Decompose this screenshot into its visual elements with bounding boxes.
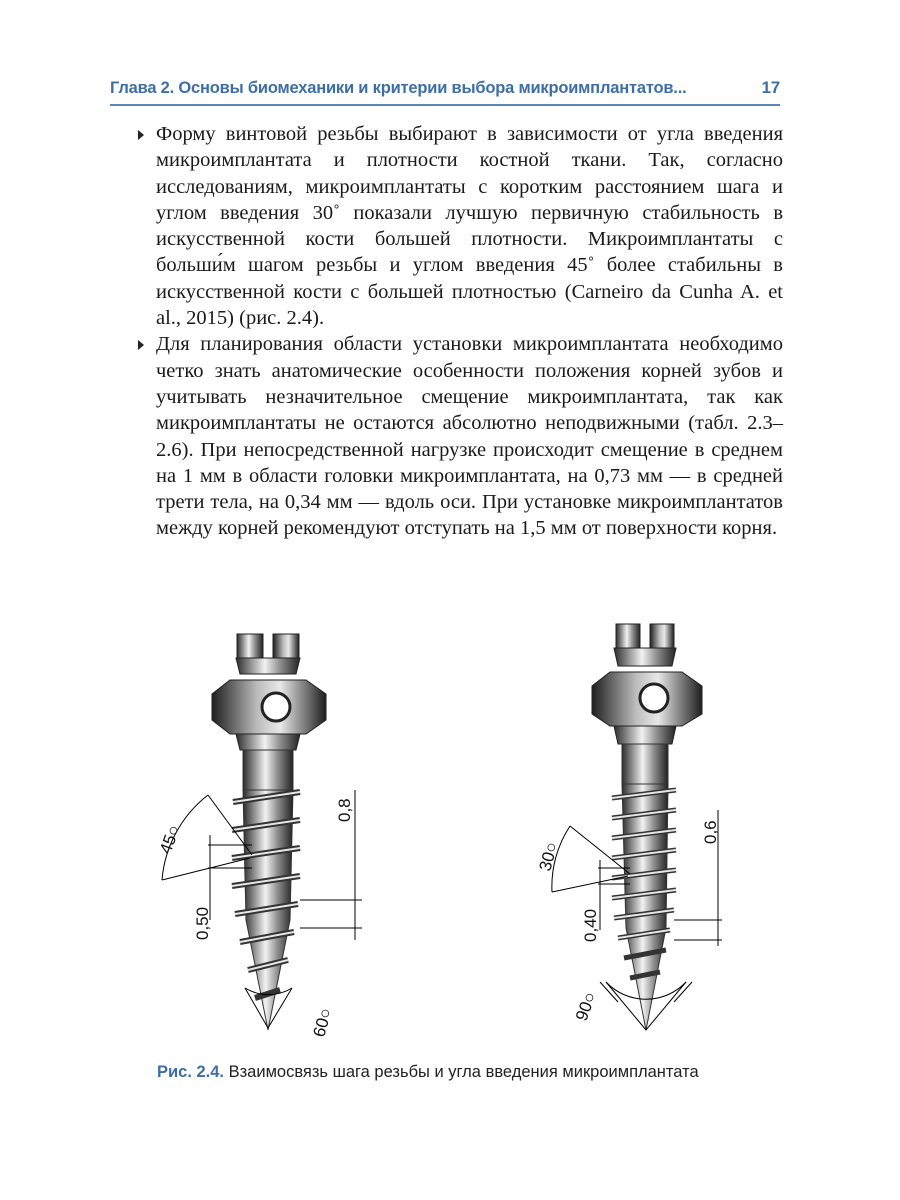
paragraph-1-text: Форму винтовой резьбы выбирают в зависимости от угла введения микроимплантата и плотности костной ткани. Так, согласно исследованиям, микроимплантаты с коротким расстоянием шага и углом введения 30˚ показали лучшую первичную стабильность в искусственной кости большей плотности. Микроимплантаты с больши́м шагом резьбы и углом введения 45˚ более стабильны в искусственной кости с большей плотностью (Carneiro da Cunha A. et al., 2015) (рис. 2.4). — [156, 123, 783, 330]
left-thread-angle-label: 45○ — [155, 822, 184, 857]
page-number: 17 — [761, 78, 780, 97]
right-thread-angle-label: 30○ — [535, 839, 562, 874]
figure-caption — [157, 1063, 797, 1082]
paragraph-2-text: Для планирования области установки микроимплантата необходимо четко знать анатомические особенности положения корней зубов и учитывать незначительное смещение микроимплантата, так как микроимплантаты не остаются абсолютно неподвижными (табл. 2.3–2.6). При непосредственной нагрузке происходит смещение в среднем на 1 мм в области головки микроимплантата, на 0,73 мм — в средней трети тела, на 0,34 мм — вдоль оси. При установке микроимплантатов между корней рекомендуют отступать на 1,5 мм от поверхности корня. — [156, 333, 783, 540]
body-text — [138, 121, 783, 542]
bullet-paragraph-1 — [138, 121, 783, 331]
chapter-title: Глава 2. Основы биомеханики и критерии выбора микроимплантатов... — [110, 79, 687, 97]
right-tip-angle-label: 90○ — [571, 989, 600, 1024]
right-screw-drawing — [552, 624, 722, 1030]
bullet-triangle-icon — [138, 130, 144, 140]
left-pitch-label: 0,8 — [335, 798, 354, 822]
figure-2-4 — [140, 610, 780, 1050]
left-tip-angle-label: 60○ — [309, 1005, 336, 1040]
caption-text: Взаимосвязь шага резьбы и угла введения микроимплантата — [224, 1063, 699, 1081]
left-thread-depth-label: 0,50 — [193, 906, 212, 940]
left-screw-drawing — [162, 634, 362, 1030]
caption-label: Рис. 2.4. — [157, 1063, 225, 1081]
bullet-triangle-icon — [138, 340, 144, 350]
bullet-paragraph-2 — [138, 331, 783, 541]
right-pitch-label: 0,6 — [701, 820, 720, 844]
screw-illustration — [140, 610, 780, 1050]
right-thread-depth-label: 0,40 — [581, 908, 600, 942]
running-head — [110, 74, 780, 106]
